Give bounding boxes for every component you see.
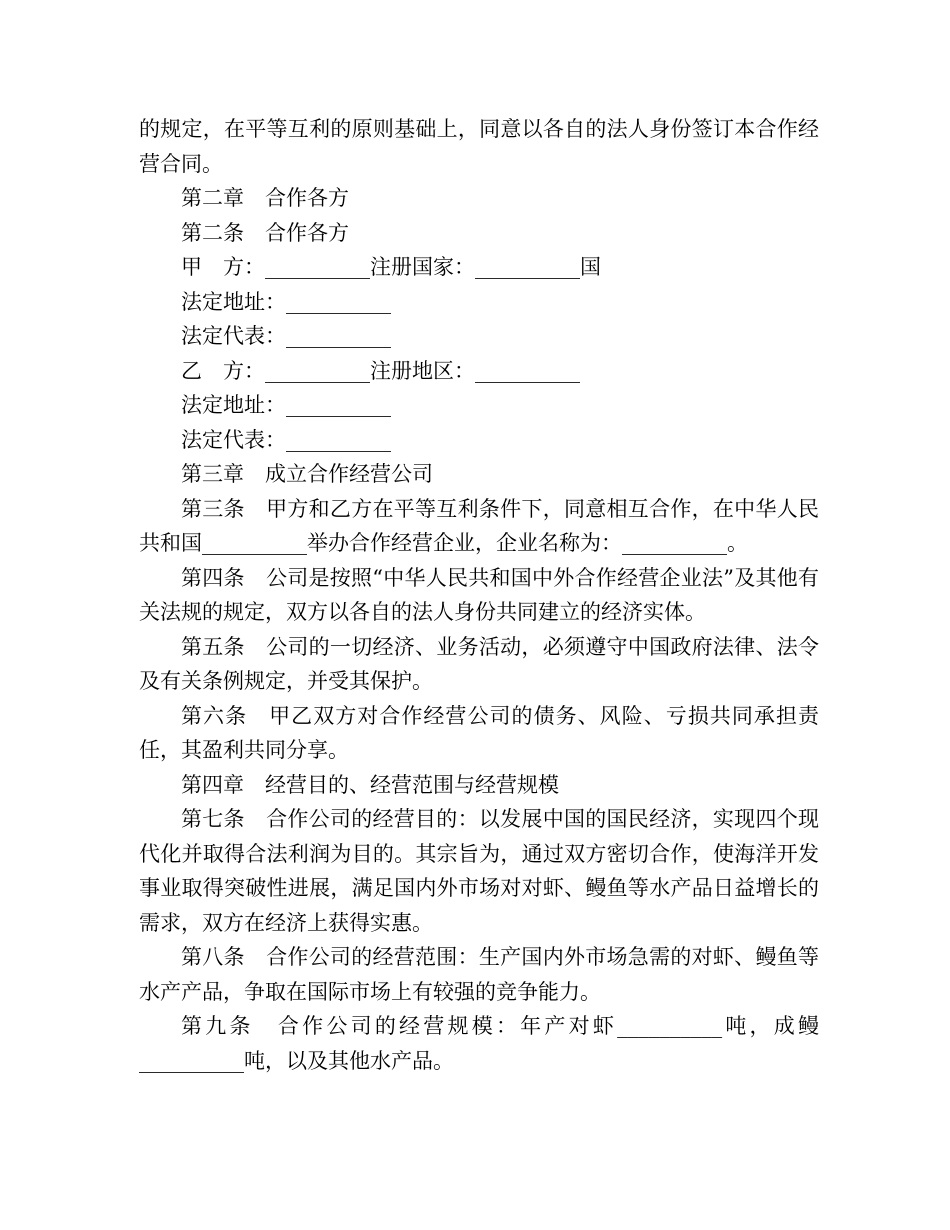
article-7: 第七条 合作公司的经营目的：以发展中国的国民经济，实现四个现代化并取得合法利润为目的。其宗旨为，通过双方密切合作，使海洋开发事业取得突破性进展，满足国内外市场对对虾、鳗鱼等水产品日益增长的需求，双方在经济上获得实惠。 [139, 807, 819, 935]
party-b-representative-line: 法定代表：__________ [181, 427, 391, 452]
chapter-heading-3: 第三章 成立合作经营公司 [181, 462, 433, 486]
article-5: 第五条 公司的一切经济、业务活动，必须遵守中国政府法律、法令及有关条例规定，并受其保护。 [139, 634, 819, 693]
article-9: 第九条 合作公司的经营规模：年产对虾__________吨，成鳗__________吨，以及其他水产品。 [139, 1014, 819, 1073]
party-a-line: 甲 方：__________注册国家：__________国 [181, 255, 601, 279]
party-b-line: 乙 方：__________注册地区：__________ [181, 358, 580, 383]
chapter-heading-2: 第二章 合作各方 [181, 186, 349, 210]
document-body [139, 112, 819, 1078]
chapter-heading-4: 第四章 经营目的、经营范围与经营规模 [181, 772, 559, 797]
party-a-representative-line: 法定代表：__________ [181, 324, 391, 348]
article-4: 第四条 公司是按照“中华人民共和国中外合作经营企业法”及其他有关法规的规定，双方以各自的法人身份共同建立的经济实体。 [139, 565, 819, 624]
article-6: 第六条 甲乙双方对合作经营公司的债务、风险、亏损共同承担责任，其盈利共同分享。 [139, 703, 819, 762]
party-b-address-line: 法定地址：__________ [181, 393, 391, 417]
party-a-address-line: 法定地址：__________ [181, 289, 391, 314]
article-3: 第三条 甲方和乙方在平等互利条件下，同意相互合作，在中华人民共和国__________举办合作经营企业，企业名称为：__________。 [139, 496, 819, 555]
paragraph-intro-continuation: 的规定，在平等互利的原则基础上，同意以各自的法人身份签订本合作经营合同。 [139, 117, 819, 176]
article-2-heading: 第二条 合作各方 [181, 220, 349, 245]
article-8: 第八条 合作公司的经营范围：生产国内外市场急需的对虾、鳗鱼等水产产品，争取在国际市场上有较强的竞争能力。 [139, 945, 819, 1004]
